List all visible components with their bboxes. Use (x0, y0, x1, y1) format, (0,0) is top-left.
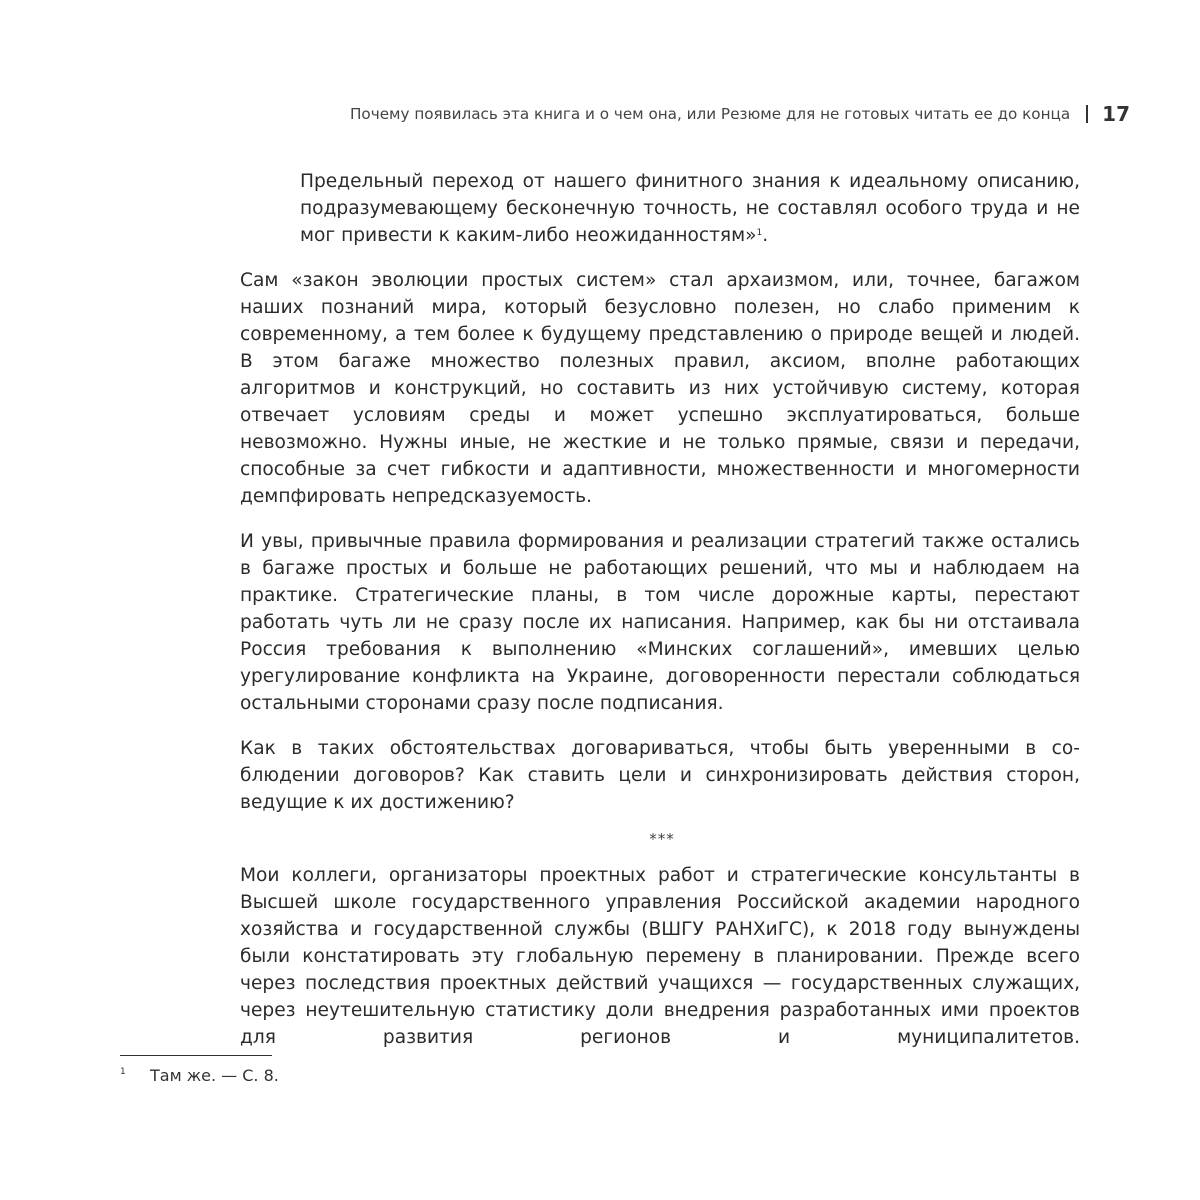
footnote-rule (120, 1055, 272, 1056)
block-quote (300, 168, 1080, 249)
footnote-text: Там же. — С. 8. (150, 1066, 279, 1085)
paragraph-4: Мои коллеги, организаторы проектных работ и стратегические консультанты в Высшей школе государственного управления Российской академии народного хозяйства и государственной службы (ВШГУ РАНХиГС), к 2018 году вынуждены были констатировать эту глобальную перемену в планировании. Прежде всего через последствия проектных действий учащихся — государственных служащих, через неутешительную статистику доли внедрения разработанных ими проектов для развития регионов и муниципалитетов. (240, 865, 1080, 1048)
running-header (350, 102, 1130, 126)
paragraph-3: Как в таких обстоятельствах договариваться, чтобы быть уверенными в соблюдении договоров? Как ставить цели и синхронизировать действия сторон, ведущие к их достижению? (240, 738, 1080, 813)
footnote-mark: 1 (120, 1067, 126, 1077)
paragraph-2: И увы, привычные правила формирования и реализации стратегий также остались в багаже простых и больше не работающих решений, что мы и наблюдаем на практике. Стратегические планы, в том числе дорожные карты, перестают работать чуть ли не сразу после их написания. Например, как бы ни отстаивала Россия требования к выполнению «Минских соглашений», имевших целью урегулирование конфликта на Украине, договоренности перестали соблюдаться остальными сторонами сразу после подписания. (240, 531, 1080, 714)
footnote-reference: 1 (756, 228, 763, 238)
paragraph-1: Сам «закон эволюции простых систем» стал архаизмом, или, точнее, багажом наших познаний мира, который безусловно полезен, но слабо применим к современному, а тем более к будущему представлению о природе вещей и людей. В этом багаже множество полезных правил, аксиом, вполне работающих алгоритмов и конструкций, но составить из них устойчивую систему, которая отвечает условиям среды и может успешно эксплуатироваться, больше невозможно. Нужны иные, не жесткие и не только прямые, связи и передачи, способные за счет гибкости и адаптивности, множественности и многомерности демпфировать непредсказуемость. (240, 270, 1080, 507)
header-separator (1086, 105, 1088, 123)
body-text (240, 168, 1080, 1051)
section-separator: *** (649, 830, 675, 848)
running-header-title: Почему появилась эта книга и о чем она, или Резюме для не готовых читать ее до конца (350, 105, 1071, 123)
page-number: 17 (1102, 102, 1130, 126)
block-quote-text: Предельный переход от нашего финитного знания к идеальному описанию, подразумевающему бесконечную точность, не составлял особого труда и не мог привести к каким-либо неожиданностям» (300, 171, 1080, 246)
block-quote-tail: . (762, 225, 769, 246)
footnote (120, 1066, 279, 1085)
